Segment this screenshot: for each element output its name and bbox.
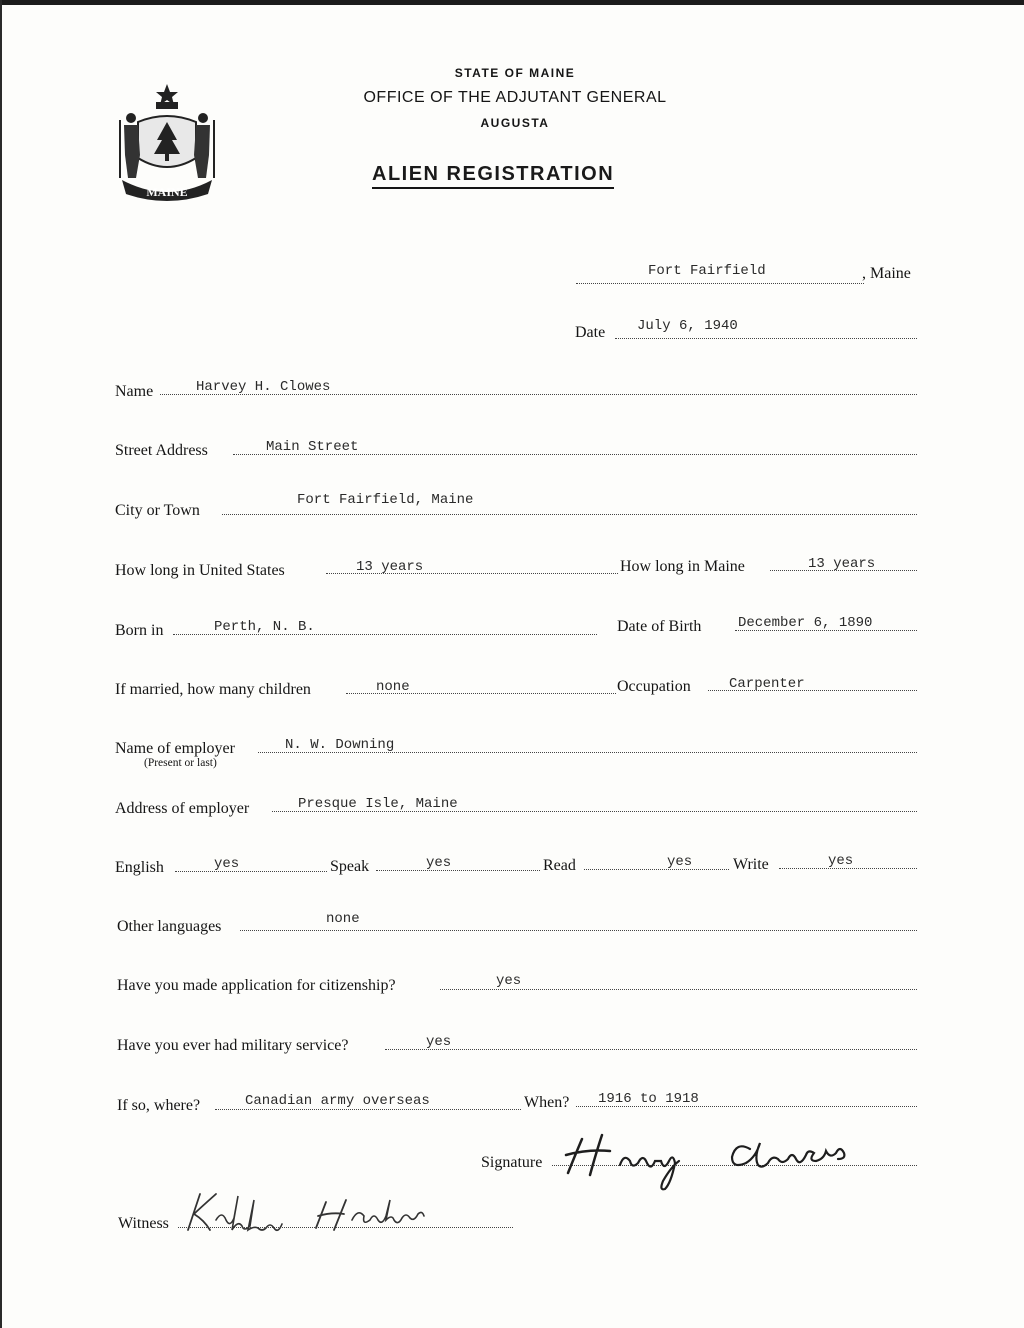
witness-label: Witness [118,1215,169,1232]
other-languages-value: none [326,911,360,927]
when-label: When? [524,1094,570,1111]
military-value: yes [426,1034,452,1050]
date-field-line [615,338,917,339]
name-value: Harvey H. Clowes [196,379,331,395]
signature-label: Signature [481,1154,543,1171]
citizenship-value: yes [496,973,522,989]
scan-left-edge [0,0,2,1328]
maine-duration-value: 13 years [808,556,876,572]
write-value: yes [828,853,854,869]
date-label: Date [575,324,606,341]
city-field-line [222,514,917,515]
other-languages-field-line [240,930,917,931]
born-label: Born in [115,622,164,639]
citizenship-field-line [440,989,917,990]
us-duration-value: 13 years [356,559,424,575]
date-value: July 6, 1940 [637,318,738,334]
other-languages-label: Other languages [117,918,222,935]
read-value: yes [667,854,693,870]
where-field-line [215,1109,521,1110]
english-field-line [175,871,327,872]
employer-value: N. W. Downing [285,737,395,753]
us-duration-label: How long in United States [115,562,285,579]
where-value: Canadian army overseas [245,1093,430,1109]
employer-sublabel: (Present or last) [144,757,217,769]
office-heading: OFFICE OF THE ADJUTANT GENERAL [363,89,667,106]
military-label: Have you ever had military service? [117,1037,349,1054]
form-title: ALIEN REGISTRATION [372,163,614,189]
english-label: English [115,859,164,876]
maine-duration-label: How long in Maine [620,558,745,575]
occupation-label: Occupation [617,678,691,695]
street-label: Street Address [115,442,208,459]
write-label: Write [733,856,769,873]
employer-address-value: Presque Isle, Maine [298,796,458,812]
employer-label: Name of employer [115,740,235,757]
where-label: If so, where? [117,1097,201,1114]
born-value: Perth, N. B. [214,619,315,635]
occupation-value: Carpenter [729,676,805,692]
applicant-signature-icon [560,1125,890,1195]
speak-field-line [376,870,540,871]
scan-top-edge [0,0,1024,5]
place-field-line [576,283,864,284]
speak-value: yes [426,855,452,871]
state-of-maine-seal-icon [112,80,222,205]
name-label: Name [115,383,154,400]
dob-value: December 6, 1890 [738,615,873,631]
children-value: none [376,679,410,695]
place-value: Fort Fairfield [648,263,766,279]
seal-banner-text: MAINE [146,185,188,199]
citizenship-label: Have you made application for citizenship? [117,977,396,994]
city-heading: AUGUSTA [480,116,550,130]
dob-label: Date of Birth [617,618,702,635]
when-value: 1916 to 1918 [598,1091,699,1107]
street-value: Main Street [266,439,359,455]
children-label: If married, how many children [115,681,311,698]
witness-signature-icon [176,1186,476,1238]
employer-address-label: Address of employer [115,800,250,817]
military-field-line [385,1049,917,1050]
city-value: Fort Fairfield, Maine [297,492,474,508]
speak-label: Speak [330,858,370,875]
place-suffix: , Maine [862,265,911,282]
read-label: Read [543,857,576,874]
read-field-line [584,869,729,870]
state-heading: STATE OF MAINE [454,66,576,80]
city-label: City or Town [115,502,200,519]
english-value: yes [214,856,240,872]
